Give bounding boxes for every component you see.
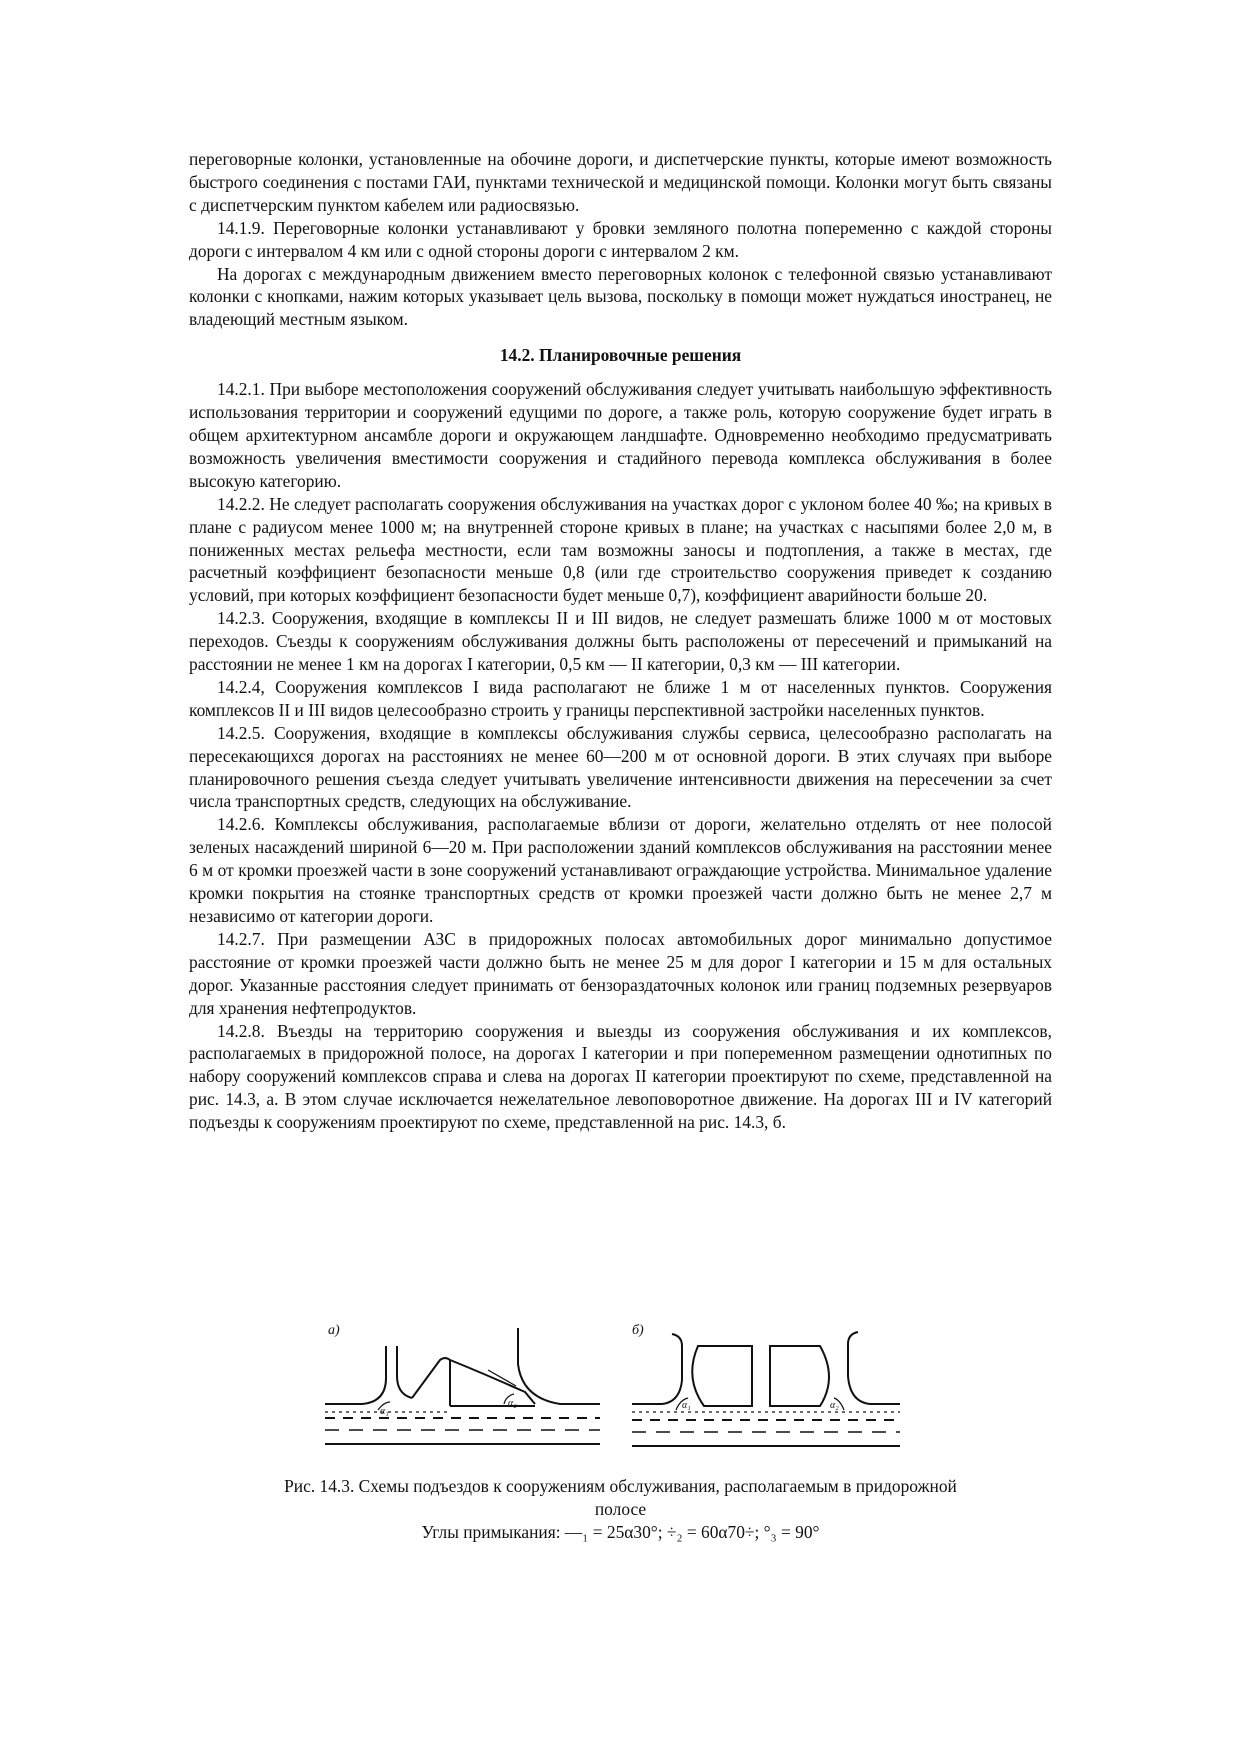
paragraph-14-2-6: 14.2.6. Комплексы обслуживания, располагаемые вблизи от дороги, желательно отделять от нее полосой зеленых насаждений шириной 6—20 м. При расположении зданий комплексов обслуживания на расстоянии менее 6 м от кромки проезжей части в зоне сооружений устанавливают ограждающие устройства. Минимальное удаление кромки покрытия на стоянке транспортных средств от кромки проезжей части должно быть не менее 2,7 м независимо от категории дороги. xyxy=(189,814,1052,926)
entry-edge-a xyxy=(397,1346,412,1398)
paragraph-14-2-4: 14.2.4, Сооружения комплексов I вида располагают не ближе 1 м от населенных пунктов. Сооружения комплексов II и III видов целесообразно строить у границы перспективной застройки населенных пунктов. xyxy=(189,676,1052,720)
angle-label-b2: α₂ xyxy=(830,1400,839,1411)
road-access-diagram xyxy=(320,1318,930,1458)
paragraph-international-roads: На дорогах с международным движением вместо переговорных колонок с телефонной связью устанавливают колонки с кнопками, нажим которых указывает цель вызова, поскольку в помощи может нуждаться иностранец, не владеющий местным языком. xyxy=(189,263,1052,330)
angle-label-a2: α₂ xyxy=(508,1398,517,1409)
paragraph-14-2-3: 14.2.3. Сооружения, входящие в комплексы II и III видов, не следует размешать ближе 1000 м от мостовых переходов. Съезды к сооружениям обслуживания должны быть расположены от пересечений и примыканий на расстоянии не менее 1 км на дорогах I категории, 0,5 км — II категории, 0,3 км — III категории. xyxy=(189,608,1052,675)
paragraph-continuation: переговорные колонки, установленные на обочине дороги, и диспетчерские пункты, которые имеют возможность быстрого соединения с постами ГАИ, пунктами технической и медицинской помощи. Колонки могут быть связаны с диспетчерским пунктом кабелем или радиосвязью. xyxy=(189,149,1052,215)
document-body xyxy=(189,148,1052,1134)
angle-label-a1: α₁ xyxy=(380,1406,389,1417)
road-edge-right-b xyxy=(848,1332,900,1404)
road-edge-left-b xyxy=(632,1334,682,1404)
section-heading: 14.2. Планировочные решения xyxy=(499,345,742,366)
caption-line-1: Рис. 14.3. Схемы подъездов к сооружениям обслуживания, располагаемым в придорожной xyxy=(284,1476,957,1496)
paragraph-14-1-9: 14.1.9. Переговорные колонки устанавливают у бровки земляного полотна попеременно с каждой стороны дороги с интервалом 4 км или с одной стороны дороги с интервалом 2 км. xyxy=(189,217,1052,261)
paragraph-14-2-5: 14.2.5. Сооружения, входящие в комплексы обслуживания службы сервиса, целесообразно располагать на пересекающихся дорогах на расстояниях не менее 60—200 м от основной дороги. В этих случаях при выборе планировочного решения съезда следует учитывать увеличение интенсивности движения на пересечении за счет числа транспортных средств, следующих на обслуживание. xyxy=(189,722,1052,812)
angle-label-b1: α₁ xyxy=(682,1400,691,1411)
scheme-b xyxy=(632,1323,900,1446)
paragraph-14-2-1: 14.2.1. При выборе местоположения сооружений обслуживания следует учитывать наибольшую эффективность использования территории и сооружений едущими по дороге, а также роль, которую сооружение будет играть в общем архитектурном ансамбле дороги и окружающем ландшафте. Одновременно необходимо предусматривать возможность увеличения вместимости сооружения и стадийного перевода комплекса обслуживания в более высокую категорию. xyxy=(189,379,1052,491)
island-left-b xyxy=(692,1346,752,1406)
island-left-a xyxy=(412,1358,450,1406)
road-edge-left-a xyxy=(325,1346,386,1404)
road-edge-right-a xyxy=(518,1328,600,1404)
caption-angles: Углы примыкания: —₁ = 25α30°; ÷₂ = 60α70÷; °₃ = 90° xyxy=(421,1521,820,1542)
island-right-b xyxy=(770,1346,829,1406)
island-taper-a xyxy=(450,1360,535,1404)
paragraph-14-2-8: 14.2.8. Въезды на территорию сооружения и выезды из сооружения обслуживания и их комплексов, располагаемых в придорожной полосе, на дорогах I категории и при попеременном размещении однотипных по набору сооружений комплексов справа и слева на дорогах II категории проектируют по схеме, представленной на рис. 14.3, а. В этом случае исключается нежелательное левоповоротное движение. На дорогах III и IV категорий подъезды к сооружениям проектируют по схеме, представленной на рис. 14.3, б. xyxy=(189,1020,1052,1133)
scheme-a xyxy=(325,1323,600,1444)
caption-line-2: полосе xyxy=(594,1498,647,1519)
figure-caption xyxy=(189,1475,1052,1544)
paragraph-14-2-2: 14.2.2. Не следует располагать сооружения обслуживания на участках дорог с уклоном более 40 ‰; на кривых в плане с радиусом менее 1000 м; на внутренней стороне кривых в плане; на участках с насыпями более 2,0 м, в пониженных местах рельефа местности, если там возможны заносы и подтопления, а также в местах, где расчетный коэффициент безопасности меньше 0,8 (или где строительство сооружения приведет к созданию условий, при которых коэффициент безопасности будет меньше 0,7), коэффициент аварийности больше 20. xyxy=(189,493,1052,606)
label-a: а) xyxy=(328,1323,340,1338)
label-b: б) xyxy=(632,1323,644,1338)
paragraph-14-2-7: 14.2.7. При размещении АЗС в придорожных полосах автомобильных дорог минимально допустимое расстояние от кромки проезжей части должно быть не менее 25 м для дорог I категории и 15 м для остальных дорог. Указанные расстояния следует принимать от бензораздаточных колонок или границ подземных резервуаров для хранения нефтепродуктов. xyxy=(189,928,1052,1018)
